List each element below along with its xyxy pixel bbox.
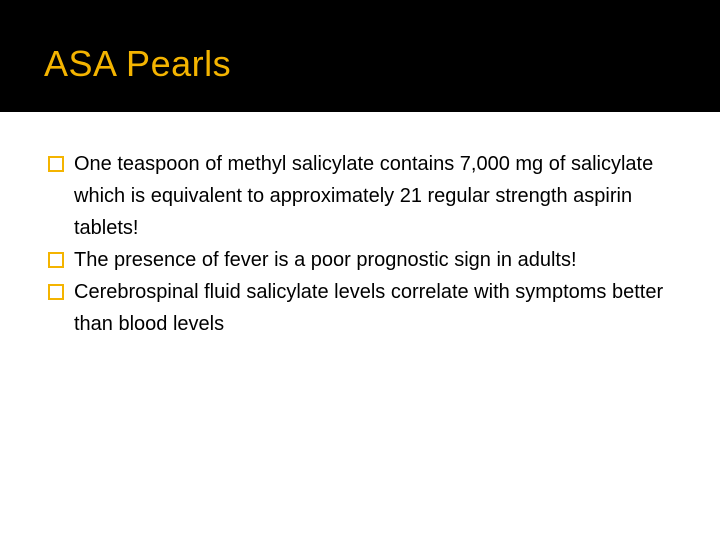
bullet-list: [48, 148, 688, 340]
bullet-item: [48, 148, 688, 244]
hollow-square-bullet-icon: [48, 252, 64, 268]
hollow-square-bullet-icon: [48, 284, 64, 300]
bullet-text: One teaspoon of methyl salicylate contains 7,000 mg of salicylate which is equivalent to approximately 21 regular strength aspirin tablets!: [74, 153, 654, 239]
hollow-square-bullet-icon: [48, 156, 64, 172]
title-bar: [0, 0, 720, 112]
bullet-text: The presence of fever is a poor prognostic sign in adults!: [74, 249, 577, 271]
bullet-item: [48, 276, 688, 340]
bullet-text: Cerebrospinal fluid salicylate levels correlate with symptoms better than blood levels: [74, 281, 664, 335]
bullet-item: [48, 244, 688, 276]
slide-title: ASA Pearls: [44, 43, 232, 84]
